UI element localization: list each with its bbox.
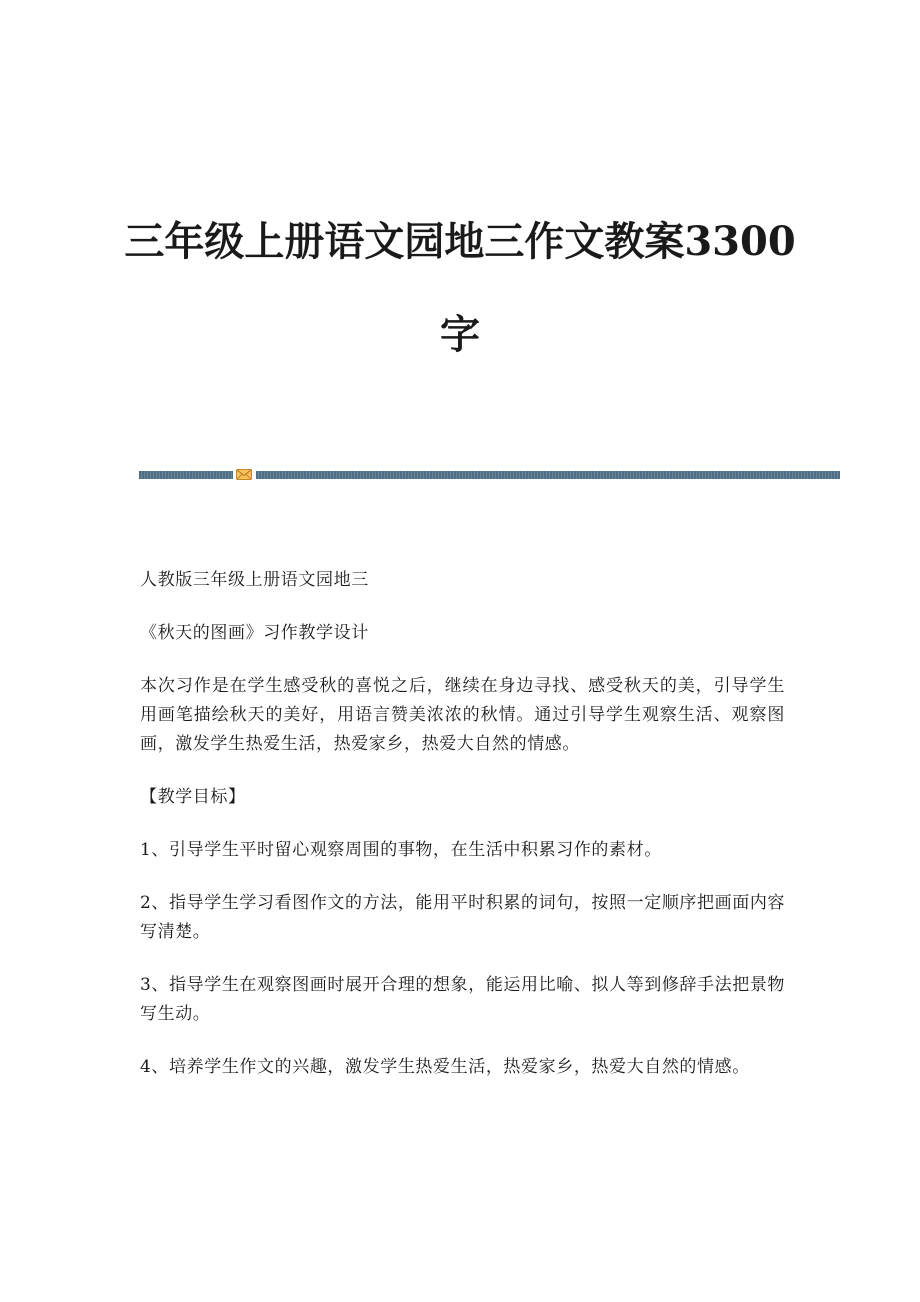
document-title-line-1: 三年级上册语文园地三作文教案3300 <box>124 218 796 265</box>
section-heading-teaching-goals: 【教学目标】 <box>140 787 246 807</box>
goal-item-2: 2、指导学生学习看图作文的方法，能用平时积累的词句，按照一定顺序把画面内容写清楚。 <box>140 893 786 942</box>
divider-bar-right <box>256 471 840 479</box>
title-divider <box>139 471 840 479</box>
envelope-icon <box>236 468 252 481</box>
goal-item-1: 1、引导学生平时留心观察周围的事物，在生活中积累习作的素材。 <box>140 840 662 860</box>
document-body <box>140 566 785 1106</box>
paragraph-design-title: 《秋天的图画》习作教学设计 <box>140 623 369 643</box>
goal-item-3: 3、指导学生在观察图画时展开合理的想象，能运用比喻、拟人等到修辞手法把景物写生动。 <box>140 975 786 1024</box>
paragraph-edition: 人教版三年级上册语文园地三 <box>140 570 369 590</box>
divider-bar-left <box>139 471 233 479</box>
goal-item-4: 4、培养学生作文的兴趣，激发学生热爱生活，热爱家乡，热爱大自然的情感。 <box>140 1057 750 1077</box>
paragraph-introduction: 本次习作是在学生感受秋的喜悦之后，继续在身边寻找、感受秋天的美，引导学生用画笔描绘秋天的美好，用语言赞美浓浓的秋情。通过引导学生观察生活、观察图画，激发学生热爱生活，热爱家乡，热爱大自然的情感。 <box>140 676 785 754</box>
document-title-line-2: 字 <box>440 311 480 358</box>
